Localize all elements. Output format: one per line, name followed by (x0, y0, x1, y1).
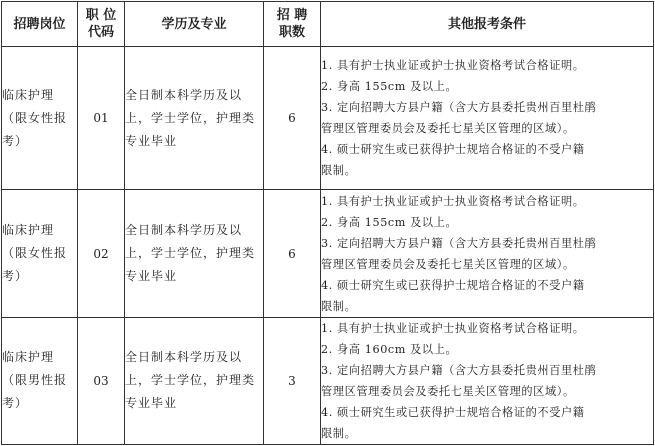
condition-line: 3. 定向招聘大方县户籍（含大方县委托贵州百里杜鹃 (321, 363, 597, 377)
header-edu: 学历及专业 (125, 2, 264, 47)
condition-line: 2. 身高 155cm 及以上。 (321, 80, 458, 94)
condition-line: 限制。 (321, 164, 357, 178)
post-cell: 临床护理（限女性报考） (2, 190, 78, 317)
header-num: 招 聘 职数 (264, 2, 321, 47)
condition-line: 2. 身高 155cm 及以上。 (321, 215, 458, 229)
num-cell: 6 (264, 190, 321, 317)
condition-line: 1. 具有护士执业证或护士执业资格考试合格证明。 (321, 321, 585, 335)
condition-line: 4. 硕士研究生或已获得护士规培合格证的不受户籍 (321, 405, 585, 419)
edu-cell: 全日制本科学历及以上，学士学位，护理类专业毕业 (125, 47, 264, 190)
conditions-cell (321, 190, 654, 317)
table-row (2, 317, 654, 444)
table-row (2, 190, 654, 317)
condition-line: 1. 具有护士执业证或护士执业资格考试合格证明。 (321, 194, 585, 208)
condition-line: 3. 定向招聘大方县户籍（含大方县委托贵州百里杜鹃 (321, 236, 597, 250)
code-cell: 01 (78, 47, 125, 190)
num-cell: 6 (264, 47, 321, 190)
condition-line: 4. 硕士研究生或已获得护士规培合格证的不受户籍 (321, 278, 585, 292)
condition-line: 4. 硕士研究生或已获得护士规培合格证的不受户籍 (321, 143, 585, 157)
condition-line: 1. 具有护士执业证或护士执业资格考试合格证明。 (321, 59, 585, 73)
code-cell: 02 (78, 190, 125, 317)
edu-cell: 全日制本科学历及以上，学士学位，护理类专业毕业 (125, 190, 264, 317)
condition-line: 管理区管理委员会及委托七星关区管理的区域）。 (321, 257, 575, 271)
header-code: 职 位 代码 (78, 2, 125, 47)
condition-line: 限制。 (321, 426, 357, 440)
header-row (2, 2, 654, 47)
post-cell: 临床护理（限女性报考） (2, 47, 78, 190)
condition-line: 管理区管理委员会及委托七星关区管理的区域）。 (321, 122, 575, 136)
conditions-cell (321, 317, 654, 444)
post-cell: 临床护理（限男性报考） (2, 317, 78, 444)
header-post: 招聘岗位 (2, 2, 78, 47)
condition-line: 管理区管理委员会及委托七星关区管理的区域）。 (321, 384, 575, 398)
conditions-cell (321, 47, 654, 190)
num-cell: 3 (264, 317, 321, 444)
header-conditions: 其他报考条件 (321, 2, 654, 47)
code-cell: 03 (78, 317, 125, 444)
condition-line: 3. 定向招聘大方县户籍（含大方县委托贵州百里杜鹃 (321, 101, 597, 115)
condition-line: 限制。 (321, 299, 357, 313)
recruitment-table (1, 1, 654, 445)
condition-line: 2. 身高 160cm 及以上。 (321, 342, 458, 356)
table-row (2, 47, 654, 190)
edu-cell: 全日制本科学历及以上，学士学位，护理类专业毕业 (125, 317, 264, 444)
